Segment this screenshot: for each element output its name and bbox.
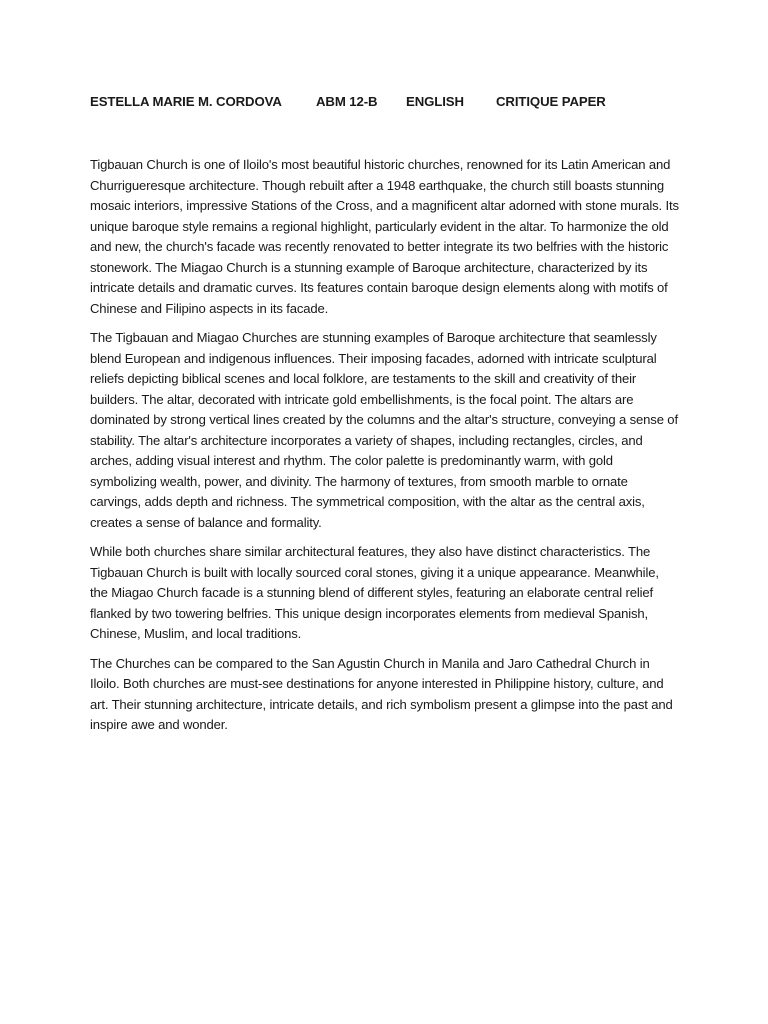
paragraph-2: The Tigbauan and Miagao Churches are stunning examples of Baroque architecture that seamlessly blend European and indigenous influences. Their imposing facades, adorned with intricate sculptural reliefs depicting biblical scenes and local folklore, are testaments to the skill and creativity of their builders. The altar, decorated with intricate gold embellishments, is the focal point. The altars are dominated by strong vertical lines created by the columns and the altar's structure, conveying a sense of stability. The altar's architecture incorporates a variety of shapes, including rectangles, circles, and arches, adding visual interest and rhythm. The color palette is predominantly warm, with gold symbolizing wealth, power, and divinity. The harmony of textures, from smooth marble to ornate carvings, adds depth and richness. The symmetrical composition, with the altar as the central axis, creates a sense of balance and formality. [90,330,678,530]
paragraph-1: Tigbauan Church is one of Iloilo's most beautiful historic churches, renowned for its Latin American and Churrigueresque architecture. Though rebuilt after a 1948 earthquake, the church still boasts stunning mosaic interiors, impressive Stations of the Cross, and a magnificent altar adorned with stone murals. Its unique baroque style remains a regional highlight, particularly evident in the altar. To harmonize the old and new, the church's facade was recently renovated to better integrate its two belfries with the historic stonework. The Miagao Church is a stunning example of Baroque architecture, characterized by its intricate details and dramatic curves. Its features contain baroque design elements along with motifs of Chinese and Filipino aspects in its facade. [90,157,679,316]
subject-label: ENGLISH [406,94,464,109]
paragraph-3: While both churches share similar architectural features, they also have distinct characteristics. The Tigbauan Church is built with locally sourced coral stones, giving it a unique appearance. Meanwhile, the Miagao Church facade is a stunning blend of different styles, featuring an elaborate central relief flanked by two towering belfries. This unique design incorporates elements from medieval Spanish, Chinese, Muslim, and local traditions. [90,544,659,641]
document-type: CRITIQUE PAPER [496,94,606,109]
paragraph-4: The Churches can be compared to the San Agustin Church in Manila and Jaro Cathedral Church in Iloilo. Both churches are must-see destinations for anyone interested in Philippine history, culture, and art. Their stunning architecture, intricate details, and rich symbolism present a glimpse into the past and inspire awe and wonder. [90,655,673,732]
document-body [90,155,680,745]
author-name: ESTELLA MARIE M. CORDOVA [90,94,282,109]
class-section: ABM 12-B [316,94,378,109]
